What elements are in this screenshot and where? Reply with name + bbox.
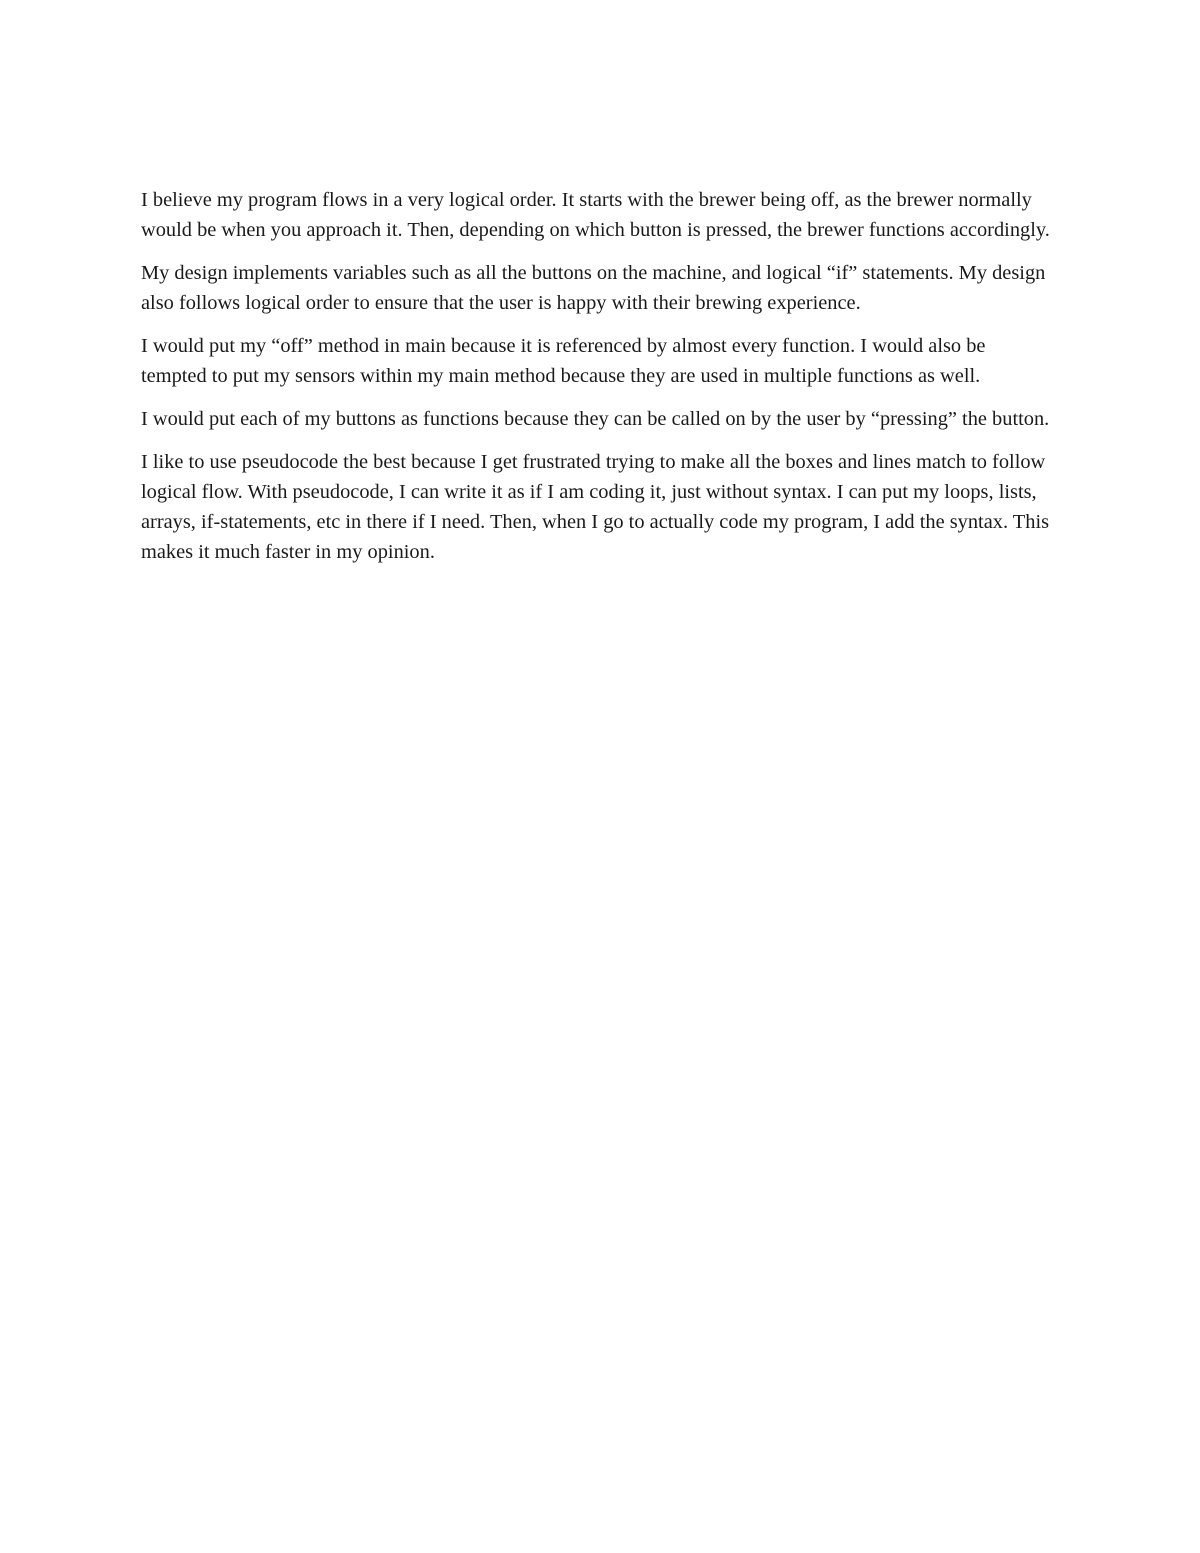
paragraph: I would put each of my buttons as functions because they can be called on by the user by “pressing” the button. — [141, 408, 1050, 430]
paragraph: My design implements variables such as all the buttons on the machine, and logical “if” statements. My design also follows logical order to ensure that the user is happy with their brewing experience. — [141, 262, 1046, 314]
paragraph: I would put my “off” method in main because it is referenced by almost every function. I would also be tempted to put my sensors within my main method because they are used in multiple functions as well. — [141, 335, 986, 387]
paragraph: I like to use pseudocode the best because I get frustrated trying to make all the boxes and lines match to follow logical flow. With pseudocode, I can write it as if I am coding it, just without syntax. I can put my loops, lists, arrays, if-statements, etc in there if I need. Then, when I go to actually code my program, I add the syntax. This makes it much faster in my opinion. — [141, 451, 1050, 563]
paragraph: I believe my program flows in a very logical order. It starts with the brewer being off, as the brewer normally would be when you approach it. Then, depending on which button is pressed, the brewer functions accordingly. — [141, 189, 1050, 241]
document-body — [141, 185, 1056, 580]
